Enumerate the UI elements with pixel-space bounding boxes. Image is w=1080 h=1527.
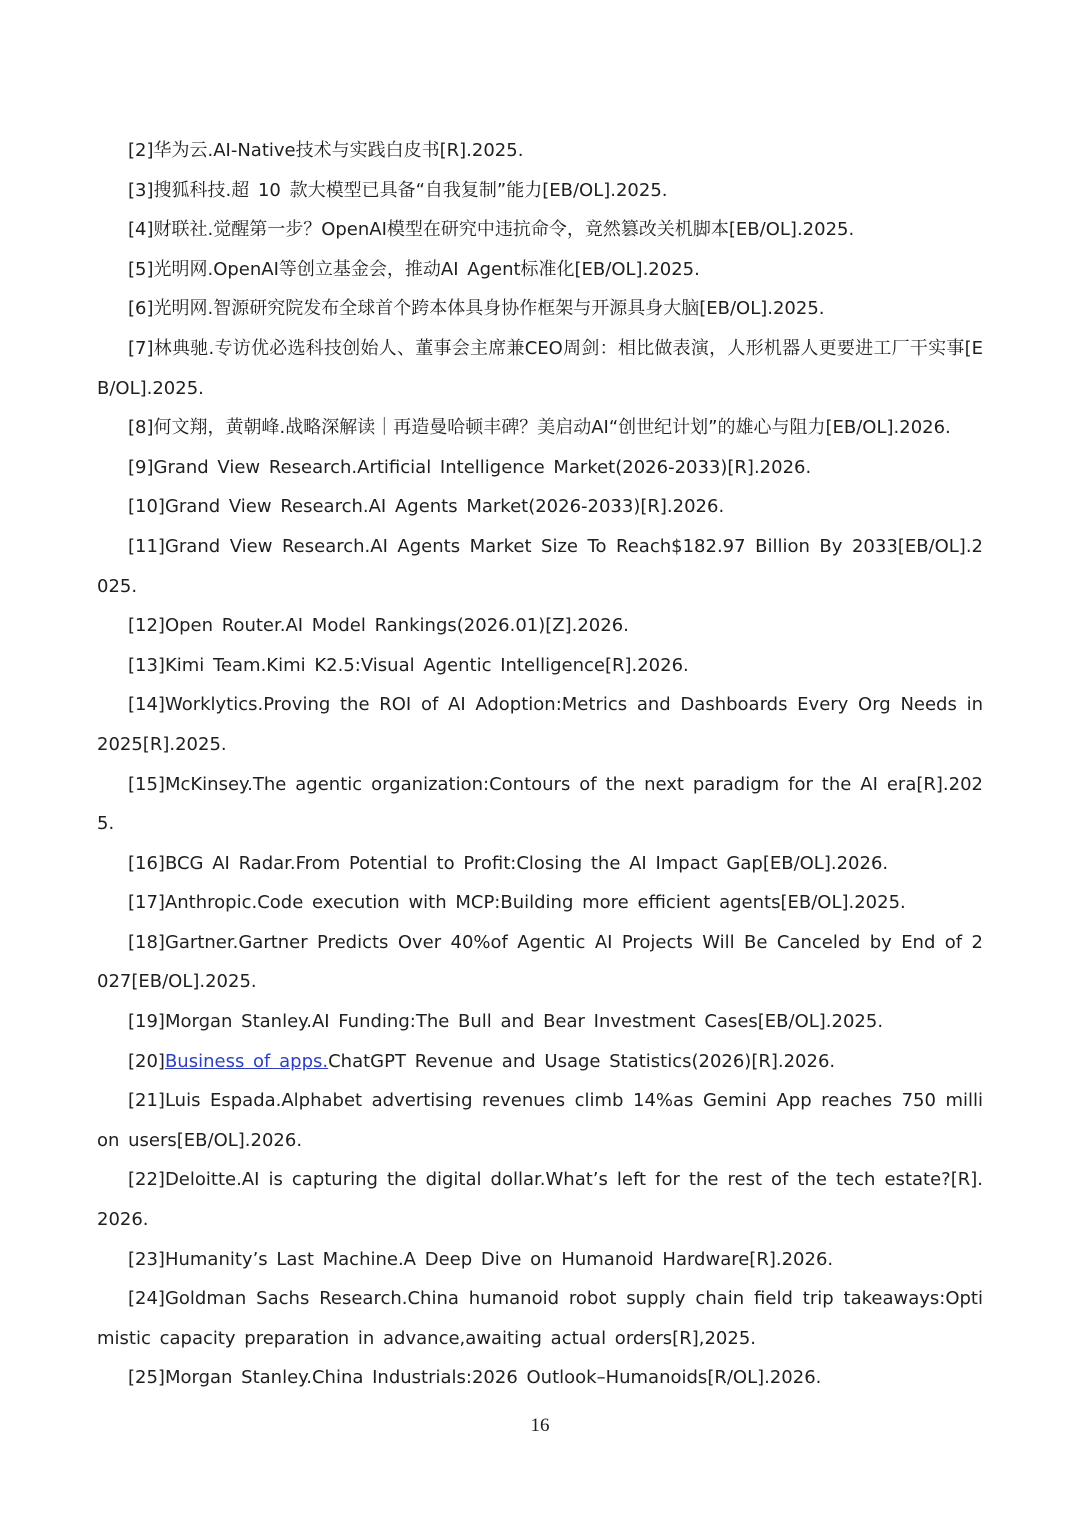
reference-item: [9]Grand View Research.Artificial Intelligence Market(2026-2033)[R].2026. [128,456,812,478]
reference-item: [7]林典驰.专访优必选科技创始人、董事会主席兼CEO周剑：相比做表演，人形机器人更要进工厂干实事[EB/OL].2025. [97,337,983,399]
page-number: 16 [530,1415,550,1436]
reference-item: [2]华为云.AI-Native技术与实践白皮书[R].2025. [128,140,524,161]
reference-item: [19]Morgan Stanley.AI Funding:The Bull and Bear Investment Cases[EB/OL].2025. [128,1011,884,1033]
reference-item: [22]Deloitte.AI is capturing the digital dollar.What’s left for the rest of the tech estate?[R].2026. [97,1169,983,1231]
reference-item: [25]Morgan Stanley.China Industrials:2026 Outlook–Humanoids[R/OL].2026. [128,1367,822,1389]
reference-item: [10]Grand View Research.AI Agents Market(2026-2033)[R].2026. [128,496,725,518]
reference-item: [4]财联社.觉醒第一步？OpenAI模型在研究中违抗命令，竟然篡改关机脚本[EB/OL].2025. [128,219,855,241]
reference-prefix: [20] [128,1050,165,1072]
reference-item: [21]Luis Espada.Alphabet advertising revenues climb 14%as Gemini App reaches 750 million users[EB/OL].2026. [97,1090,983,1151]
reference-item: [3]搜狐科技.超 10 款大模型已具备“自我复制”能力[EB/OL].2025. [128,179,668,201]
reference-item: [8]何文翔，黄朝峰.战略深解读｜再造曼哈顿丰碑？美启动AI“创世纪计划”的雄心与阻力[EB/OL].2026. [128,417,951,439]
reference-item: [17]Anthropic.Code execution with MCP:Building more efficient agents[EB/OL].2025. [128,892,906,914]
reference-item-with-link [97,1042,983,1082]
business-of-apps-link[interactable]: Business of apps. [164,1050,329,1072]
reference-item: [5]光明网.OpenAI等创立基金会，推动AI Agent标准化[EB/OL].2025. [128,258,700,280]
reference-item: [13]Kimi Team.Kimi K2.5:Visual Agentic Intelligence[R].2026. [128,654,689,676]
reference-list [97,131,983,1398]
reference-item: [15]McKinsey.The agentic organization:Contours of the next paradigm for the AI era[R].2025. [97,773,983,835]
reference-item: [24]Goldman Sachs Research.China humanoid robot supply chain field trip takeaways:Optimistic capacity preparation in advance,awaiting actual orders[R],2025. [97,1288,983,1349]
reference-item: [16]BCG AI Radar.From Potential to Profit:Closing the AI Impact Gap[EB/OL].2026. [128,852,889,874]
reference-item: [11]Grand View Research.AI Agents Market Size To Reach$182.97 Billion By 2033[EB/OL].2025. [97,535,983,597]
reference-item: [18]Gartner.Gartner Predicts Over 40%of Agentic AI Projects Will Be Canceled by End of 2027[EB/OL].2025. [97,931,983,993]
reference-suffix: ChatGPT Revenue and Usage Statistics(2026)[R].2026. [328,1050,836,1072]
reference-item: [6]光明网.智源研究院发布全球首个跨本体具身协作框架与开源具身大脑[EB/OL].2025. [128,298,825,320]
reference-item: [12]Open Router.AI Model Rankings(2026.01)[Z].2026. [128,615,629,637]
reference-item: [14]Worklytics.Proving the ROI of AI Adoption:Metrics and Dashboards Every Org Needs in 2025[R].2025. [97,694,983,755]
reference-item: [23]Humanity’s Last Machine.A Deep Dive on Humanoid Hardware[R].2026. [128,1248,834,1270]
